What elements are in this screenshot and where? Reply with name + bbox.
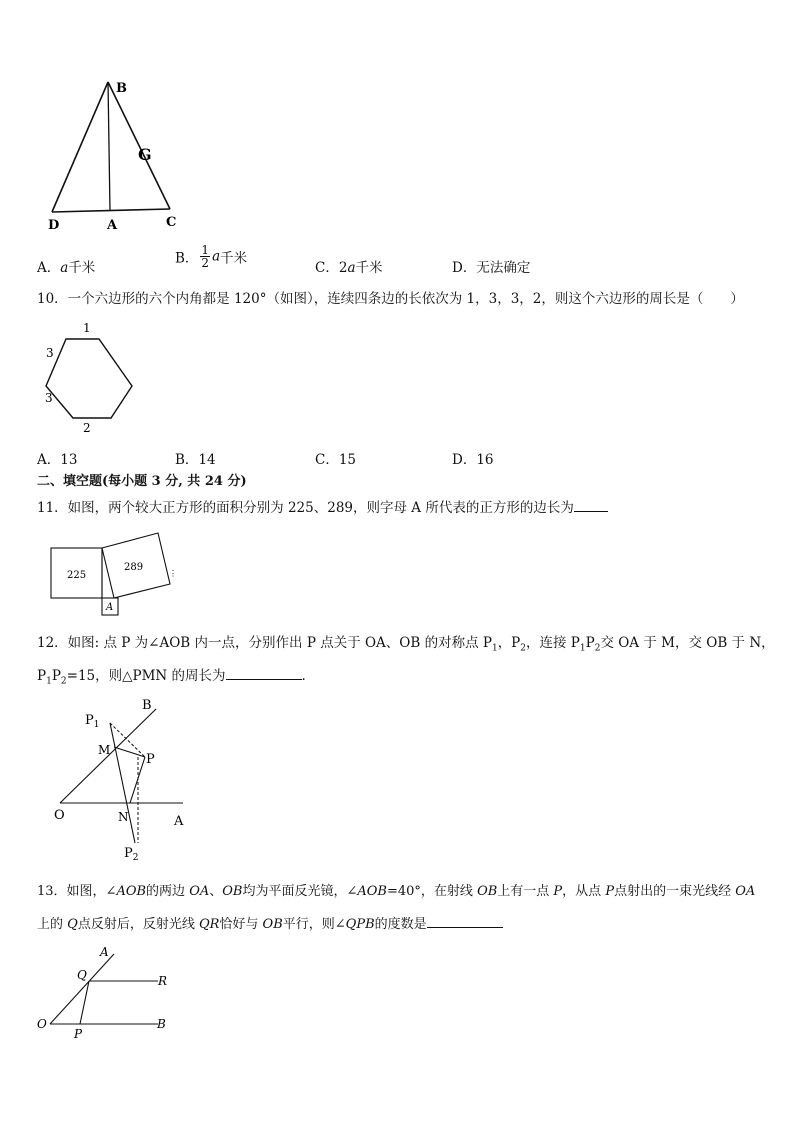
q13-label-O: O xyxy=(37,1017,47,1031)
q13-label-R: R xyxy=(158,974,168,988)
q11-stem: 11．如图，两个较大正方形的面积分别为 225、289，则字母 A 所代表的正方形的边长为 xyxy=(37,499,608,517)
q9-option-d[interactable]: D．无法确定 xyxy=(452,260,531,276)
q9-option-b[interactable]: B． $\frac{1}{2}$ a千米 xyxy=(175,243,248,270)
q10-label-top: 1 xyxy=(83,321,91,335)
q9-fraction: $\frac{1}{2}$ xyxy=(201,243,210,270)
q10-stem: 10．一个六边形的六个内角都是 120°（如图），连续四条边的长依次为 1，3，3，2，则这个六边形的周长是（ ） xyxy=(37,291,744,307)
q9-label-C: C xyxy=(166,215,177,230)
q10-label-left-lower: 3 xyxy=(45,391,53,405)
q13-label-P: P xyxy=(74,1027,83,1041)
q12-label-O: O xyxy=(54,808,65,823)
q12-line2: $P_1P_2=15$，则△PMN 的周长为 . xyxy=(37,668,306,687)
q13-label-B: B xyxy=(157,1017,166,1031)
q12-label-P2: $P_2$ xyxy=(124,846,139,863)
q12-label-M: M xyxy=(98,743,111,757)
q13-line2: 上的 Q点反射后，反射光线 QR恰好与 OB平行，则∠QPB的度数是 xyxy=(37,915,503,934)
q10-label-left-upper: 3 xyxy=(46,346,54,360)
q10-option-d[interactable]: D．16 xyxy=(452,452,494,468)
q13-line1: 13．如图，∠AOB的两边 OA、OB均为平面反光镜，∠AOB=40°，在射线 OB上有一点 P，从点 P点射出的一束光线经 OA xyxy=(37,884,756,899)
q12-label-N: N xyxy=(118,810,129,824)
q12-label-B: B xyxy=(142,698,152,713)
q12-label-P1: $P_1$ xyxy=(85,713,100,730)
q9-label-D: D xyxy=(48,218,60,233)
q11-label-A: A xyxy=(106,602,114,613)
q12-reflection-figure xyxy=(50,695,200,867)
q12-answer-blank[interactable] xyxy=(226,667,302,680)
q9-label-G: G xyxy=(138,145,152,164)
q13-label-Q: Q xyxy=(77,968,87,982)
q10-option-b[interactable]: B．14 xyxy=(175,452,216,468)
q9-option-a[interactable]: A．a千米 xyxy=(37,260,96,276)
q12-label-A: A xyxy=(174,814,184,829)
q10-hexagon-figure xyxy=(36,318,146,438)
q12-label-P: P xyxy=(146,752,155,767)
q12-line1: 12．如图: 点 P 为∠AOB 内一点，分别作出 P 点关于 OA、OB 的对称点 $P_1$，$P_2$，连接 $P_1P_2$交 OA 于 M，交 OB 于 N， xyxy=(37,635,775,654)
q13-mirror-figure xyxy=(34,940,179,1045)
q13-label-A: A xyxy=(100,945,109,959)
q10-label-bottom: 2 xyxy=(83,421,91,435)
q11-label-289: 289 xyxy=(124,562,144,573)
q11-answer-blank[interactable] xyxy=(574,499,608,512)
q9-label-B: B xyxy=(116,81,127,96)
q9-label-A: A xyxy=(107,218,118,233)
q10-option-c[interactable]: C．15 xyxy=(315,452,357,468)
q9-triangle-figure xyxy=(30,72,200,237)
q11-label-225: 225 xyxy=(67,570,87,581)
section-heading: 二、填空题(每小题 3 分, 共 24 分) xyxy=(37,474,247,489)
svg-text:⋮: ⋮ xyxy=(169,569,177,578)
q11-squares-figure xyxy=(48,528,178,620)
q13-answer-blank[interactable] xyxy=(427,915,503,928)
q9-option-c[interactable]: C．2a千米 xyxy=(315,260,383,276)
q10-option-a[interactable]: A．13 xyxy=(37,452,78,468)
